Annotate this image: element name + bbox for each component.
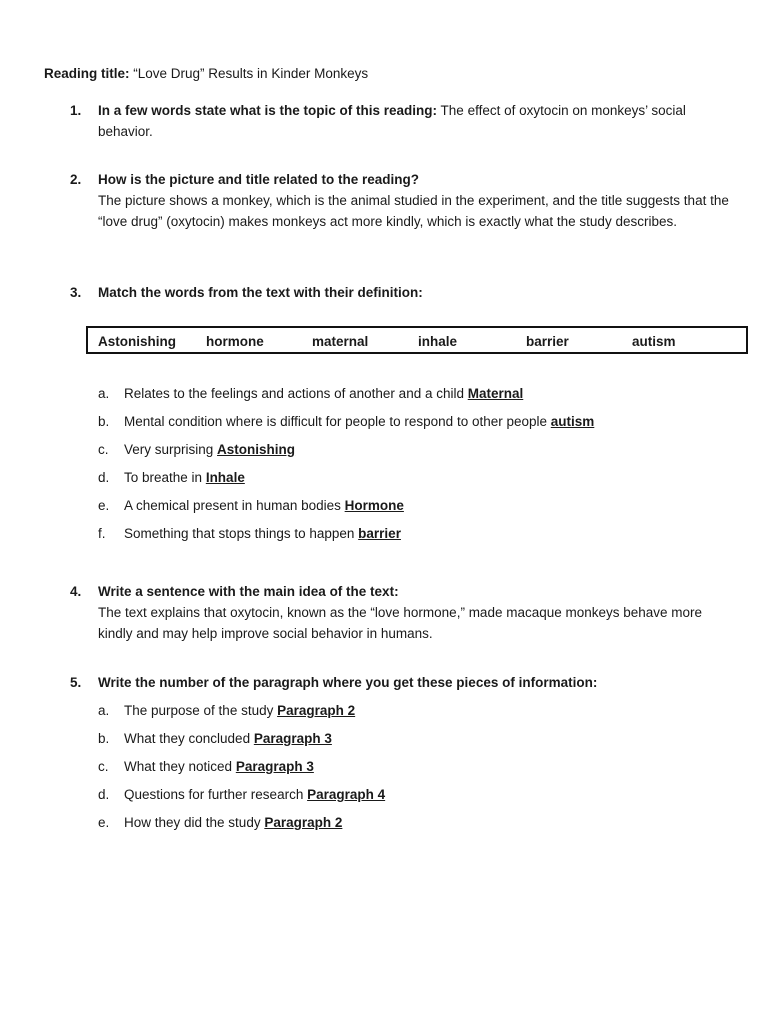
reading-title-label: Reading title: (44, 66, 130, 81)
paragraph-answer: Paragraph 3 (253, 731, 332, 746)
question-2 (70, 170, 740, 233)
item-text (124, 468, 245, 489)
paragraph-answer: Paragraph 3 (235, 759, 314, 774)
item-letter: d. (98, 470, 110, 485)
word-bank-word: hormone (206, 334, 264, 349)
question-1-number: 1. (70, 103, 82, 118)
definition-item (98, 468, 738, 496)
question-5 (70, 673, 740, 694)
reading-title-value: “Love Drug” Results in Kinder Monkeys (129, 66, 369, 81)
definition-text: A chemical present in human bodies (124, 498, 345, 513)
paragraph-answer: Paragraph 4 (307, 787, 386, 802)
definition-text: Very surprising (124, 442, 218, 457)
definition-answer: autism (550, 414, 595, 429)
definition-item (98, 384, 738, 412)
paragraph-item-text: How they did the study (124, 815, 265, 830)
paragraph-item (98, 785, 738, 813)
question-3-number: 3. (70, 285, 82, 300)
item-letter: c. (98, 759, 109, 774)
paragraph-answer: Paragraph 2 (264, 815, 343, 830)
question-4-prompt: Write a sentence with the main idea of the text: (98, 584, 399, 599)
question-1 (70, 101, 740, 143)
paragraph-answer: Paragraph 2 (277, 703, 356, 718)
item-text (124, 496, 404, 517)
item-text (124, 384, 523, 405)
item-text (124, 412, 594, 433)
paragraph-item-text: The purpose of the study (124, 703, 278, 718)
item-letter: f. (98, 526, 106, 541)
question-2-answer: The picture shows a monkey, which is the animal studied in the experiment, and the title suggests that the “love drug” (oxytocin) makes monkeys act more kindly, which is exactly what the study describes. (98, 192, 729, 229)
question-5-items (98, 701, 738, 841)
paragraph-item (98, 729, 738, 757)
definition-item (98, 496, 738, 524)
definition-text: Relates to the feelings and actions of another and a child (124, 386, 468, 401)
item-letter: c. (98, 442, 109, 457)
definition-answer: Hormone (344, 498, 404, 513)
word-bank-word: barrier (526, 334, 569, 349)
word-bank-word: maternal (312, 334, 369, 349)
definition-answer: Inhale (205, 470, 245, 485)
item-letter: b. (98, 414, 110, 429)
item-text (124, 813, 342, 834)
paragraph-item-text: Questions for further research (124, 787, 308, 802)
item-text (124, 524, 401, 545)
item-letter: e. (98, 498, 110, 513)
definition-text: Something that stops things to happen (124, 526, 359, 541)
question-4 (70, 582, 740, 645)
definition-item (98, 412, 738, 440)
word-bank-word: inhale (418, 334, 458, 349)
item-text (124, 757, 314, 778)
definition-answer: barrier (358, 526, 401, 541)
paragraph-item-text: What they noticed (124, 759, 236, 774)
item-letter: a. (98, 386, 110, 401)
item-letter: e. (98, 815, 110, 830)
item-text (124, 785, 385, 806)
question-2-prompt: How is the picture and title related to the reading? (98, 172, 420, 187)
definition-answer: Astonishing (217, 442, 296, 457)
question-4-number: 4. (70, 584, 82, 599)
question-1-prompt: In a few words state what is the topic of this reading: (98, 103, 438, 118)
paragraph-item (98, 757, 738, 785)
word-bank-word: autism (632, 334, 676, 349)
question-3 (70, 283, 740, 304)
question-3-prompt: Match the words from the text with their definition: (98, 285, 423, 300)
item-text (124, 440, 295, 461)
word-bank-word: Astonishing (98, 334, 176, 349)
paragraph-item-text: What they concluded (124, 731, 254, 746)
item-letter: d. (98, 787, 110, 802)
question-1-answer: The effect of oxytocin on monkeys’ social behavior. (98, 103, 686, 139)
item-letter: a. (98, 703, 110, 718)
item-text (124, 729, 332, 750)
definition-text: To breathe in (124, 470, 206, 485)
question-5-prompt: Write the number of the paragraph where you get these pieces of information: (98, 675, 598, 690)
paragraph-item (98, 701, 738, 729)
item-letter: b. (98, 731, 110, 746)
question-4-answer: The text explains that oxytocin, known as the “love hormone,” made macaque monkeys behave more kindly and may help improve social behavior in humans. (98, 604, 703, 641)
reading-title (44, 64, 368, 85)
paragraph-item (98, 813, 738, 841)
definition-item (98, 440, 738, 468)
question-3-definitions (98, 384, 738, 552)
definition-answer: Maternal (467, 386, 524, 401)
item-text (124, 701, 355, 722)
word-bank (86, 326, 748, 354)
question-2-number: 2. (70, 172, 82, 187)
question-5-number: 5. (70, 675, 82, 690)
definition-text: Mental condition where is difficult for people to respond to other people (124, 414, 551, 429)
definition-item (98, 524, 738, 552)
